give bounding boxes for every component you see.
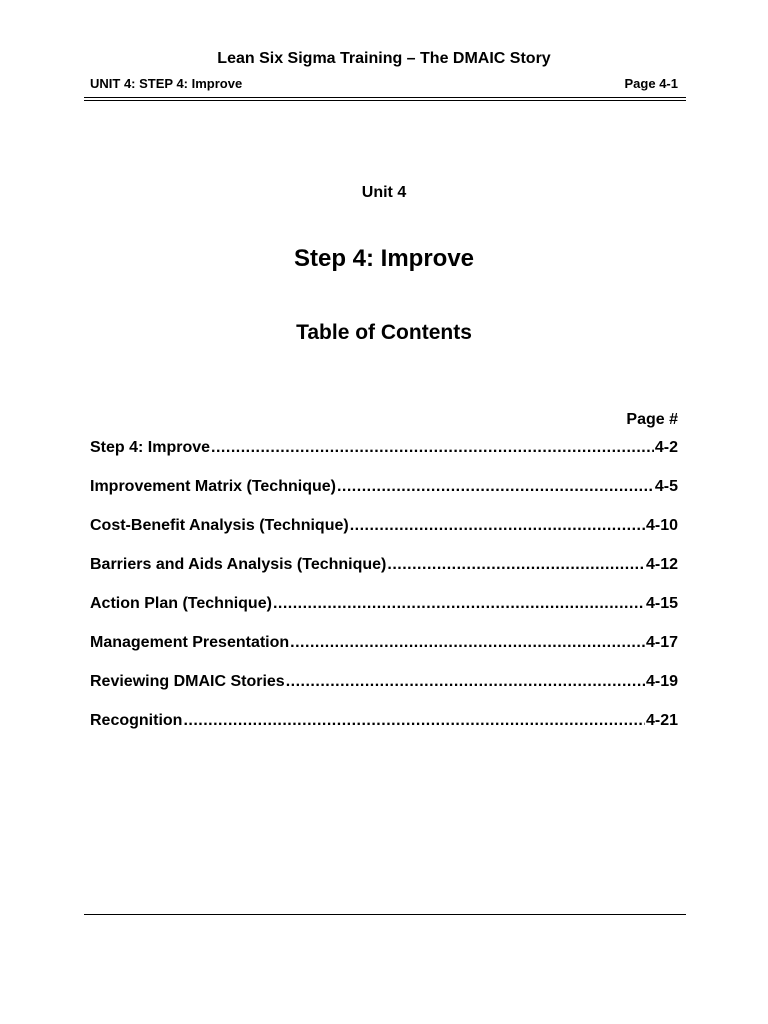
toc-leader-dots xyxy=(211,438,654,458)
toc-entry-page: 4-15 xyxy=(645,595,678,612)
toc-entry-page: 4-17 xyxy=(645,634,678,651)
document-title: Lean Six Sigma Training – The DMAIC Story xyxy=(217,50,551,67)
header-page-number: Page 4-1 xyxy=(624,76,678,91)
toc-entry-label: Cost-Benefit Analysis (Technique) xyxy=(90,517,349,534)
toc-entry[interactable] xyxy=(90,633,678,672)
toc-list xyxy=(90,438,678,750)
toc-entry-page: 4-5 xyxy=(654,478,678,495)
toc-entry[interactable] xyxy=(90,711,678,750)
header-unit-label: UNIT 4: STEP 4: Improve xyxy=(90,76,243,91)
toc-entry[interactable] xyxy=(90,438,678,477)
toc-leader-dots xyxy=(337,477,654,497)
running-header xyxy=(90,75,678,93)
toc-entry-label: Recognition xyxy=(90,712,183,729)
header-rule-upper xyxy=(84,97,686,98)
toc-entry-label: Management Presentation xyxy=(90,634,290,651)
toc-entry[interactable] xyxy=(90,672,678,711)
toc-entry[interactable] xyxy=(90,516,678,555)
toc-title: Table of Contents xyxy=(296,321,472,344)
toc-leader-dots xyxy=(290,633,645,653)
toc-entry-label: Action Plan (Technique) xyxy=(90,595,272,612)
step-title: Step 4: Improve xyxy=(293,245,475,272)
toc-leader-dots xyxy=(183,711,645,731)
toc-leader-dots xyxy=(387,555,645,575)
toc-page-column-header: Page # xyxy=(626,411,678,428)
toc-entry-label: Barriers and Aids Analysis (Technique) xyxy=(90,556,387,573)
toc-entry-page: 4-2 xyxy=(654,439,678,456)
toc-entry[interactable] xyxy=(90,477,678,516)
unit-label: Unit 4 xyxy=(361,184,407,201)
toc-entry-page: 4-21 xyxy=(645,712,678,729)
footer-rule xyxy=(84,914,686,915)
toc-leader-dots xyxy=(350,516,645,536)
toc-entry-page: 4-12 xyxy=(645,556,678,573)
toc-entry[interactable] xyxy=(90,594,678,633)
header-rule-lower xyxy=(84,100,686,101)
toc-leader-dots xyxy=(286,672,645,692)
toc-entry-label: Improvement Matrix (Technique) xyxy=(90,478,336,495)
toc-entry-page: 4-19 xyxy=(645,673,678,690)
toc-entry-label: Reviewing DMAIC Stories xyxy=(90,673,285,690)
toc-entry-page: 4-10 xyxy=(645,517,678,534)
toc-entry-label: Step 4: Improve xyxy=(90,439,211,456)
toc-leader-dots xyxy=(273,594,645,614)
toc-entry[interactable] xyxy=(90,555,678,594)
